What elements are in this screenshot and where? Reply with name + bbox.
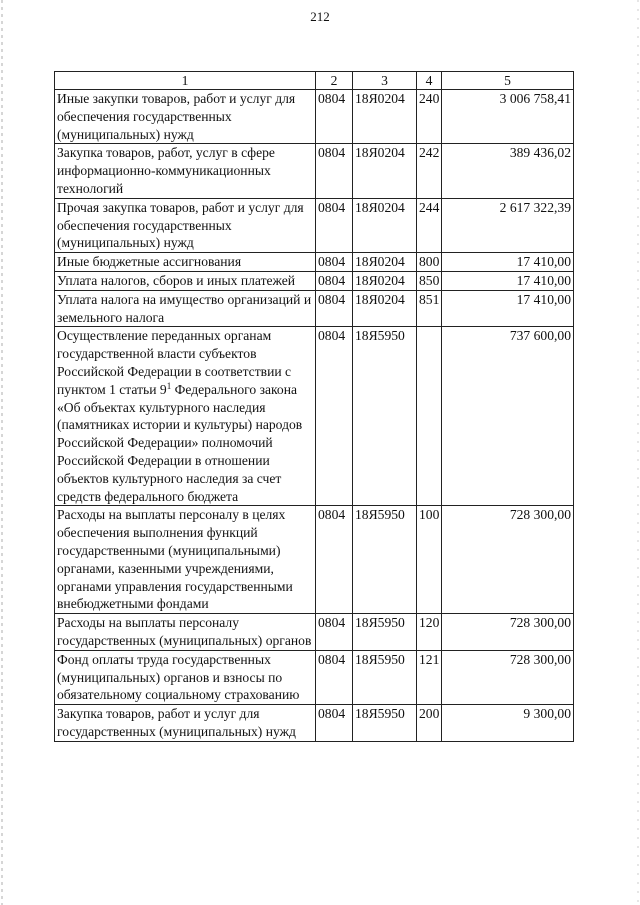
- row-section-cell: 0804: [316, 253, 353, 272]
- row-amount-cell: 728 300,00: [442, 650, 574, 704]
- table-row: [55, 144, 574, 198]
- row-section-cell: 0804: [316, 650, 353, 704]
- row-amount-cell: 17 410,00: [442, 290, 574, 327]
- row-name-cell: Фонд оплаты труда государственных (муниципальных) органов и взносы по обязательному социальному страхованию: [55, 650, 316, 704]
- table-row: [55, 705, 574, 742]
- row-article-cell: 18Я0204: [353, 271, 417, 290]
- row-amount-cell: 389 436,02: [442, 144, 574, 198]
- scan-edge-right: [637, 0, 639, 905]
- row-name-cell: Расходы на выплаты персоналу в целях обеспечения выполнения функций государственными (муниципальными) органами, казенными учреждениями, органами управления государственными внебюджетными фондами: [55, 506, 316, 614]
- row-name-cell: Уплата налога на имущество организаций и земельного налога: [55, 290, 316, 327]
- row-section-cell: 0804: [316, 144, 353, 198]
- row-name-cell: Иные закупки товаров, работ и услуг для обеспечения государственных (муниципальных) нужд: [55, 90, 316, 144]
- row-article-cell: 18Я5950: [353, 506, 417, 614]
- row-name-cell: Уплата налогов, сборов и иных платежей: [55, 271, 316, 290]
- table-row: [55, 614, 574, 651]
- row-amount-cell: 728 300,00: [442, 506, 574, 614]
- row-amount-cell: 9 300,00: [442, 705, 574, 742]
- header-cell-3: 3: [353, 72, 417, 90]
- row-article-cell: 18Я5950: [353, 614, 417, 651]
- header-cell-5: 5: [442, 72, 574, 90]
- row-type-cell: 244: [417, 198, 442, 252]
- row-amount-cell: 737 600,00: [442, 327, 574, 506]
- footnote-superscript: 1: [166, 380, 172, 391]
- row-type-cell: 800: [417, 253, 442, 272]
- row-type-cell: [417, 327, 442, 506]
- row-article-cell: 18Я0204: [353, 290, 417, 327]
- row-name-cell: Закупка товаров, работ и услуг для государственных (муниципальных) нужд: [55, 705, 316, 742]
- table-row: [55, 327, 574, 506]
- row-article-cell: 18Я0204: [353, 144, 417, 198]
- header-cell-1: 1: [55, 72, 316, 90]
- header-cell-2: 2: [316, 72, 353, 90]
- budget-table: [54, 71, 574, 742]
- row-section-cell: 0804: [316, 327, 353, 506]
- row-type-cell: 121: [417, 650, 442, 704]
- table-header-row: [55, 72, 574, 90]
- row-section-cell: 0804: [316, 614, 353, 651]
- row-type-cell: 240: [417, 90, 442, 144]
- table-row: [55, 650, 574, 704]
- row-type-cell: 851: [417, 290, 442, 327]
- row-name-text: Осуществление переданных органам государственной власти субъектов Российской Федерации в соответствии с пунктом 1 статьи 9: [57, 328, 292, 397]
- row-article-cell: 18Я5950: [353, 327, 417, 506]
- row-name-text-cont: Федерального закона «Об объектах культурного наследия (памятниках истории и культуры) народов Российской Федерации» полномочий Российской Федерации в отношении объектов культурного наследия за счет средств федерального бюджета: [57, 381, 303, 504]
- row-type-cell: 242: [417, 144, 442, 198]
- row-section-cell: 0804: [316, 198, 353, 252]
- table-row: [55, 271, 574, 290]
- row-article-cell: 18Я0204: [353, 198, 417, 252]
- row-section-cell: 0804: [316, 506, 353, 614]
- header-cell-4: 4: [417, 72, 442, 90]
- row-name-cell: Расходы на выплаты персоналу государственных (муниципальных) органов: [55, 614, 316, 651]
- row-section-cell: 0804: [316, 90, 353, 144]
- row-section-cell: 0804: [316, 290, 353, 327]
- scan-edge-left: [1, 0, 3, 905]
- row-type-cell: 120: [417, 614, 442, 651]
- row-name-cell: Закупка товаров, работ, услуг в сфере информационно-коммуникационных технологий: [55, 144, 316, 198]
- row-section-cell: 0804: [316, 705, 353, 742]
- row-amount-cell: 17 410,00: [442, 253, 574, 272]
- row-section-cell: 0804: [316, 271, 353, 290]
- row-article-cell: 18Я5950: [353, 650, 417, 704]
- table-row: [55, 290, 574, 327]
- table-row: [55, 253, 574, 272]
- row-name-cell: [55, 327, 316, 506]
- row-article-cell: 18Я0204: [353, 90, 417, 144]
- row-amount-cell: 2 617 322,39: [442, 198, 574, 252]
- table-row: [55, 506, 574, 614]
- row-type-cell: 100: [417, 506, 442, 614]
- row-article-cell: 18Я5950: [353, 705, 417, 742]
- row-amount-cell: 17 410,00: [442, 271, 574, 290]
- row-amount-cell: 728 300,00: [442, 614, 574, 651]
- table-row: [55, 90, 574, 144]
- row-type-cell: 850: [417, 271, 442, 290]
- row-type-cell: 200: [417, 705, 442, 742]
- row-name-cell: Прочая закупка товаров, работ и услуг для обеспечения государственных (муниципальных) нужд: [55, 198, 316, 252]
- row-amount-cell: 3 006 758,41: [442, 90, 574, 144]
- page-number: 212: [310, 9, 330, 24]
- row-article-cell: 18Я0204: [353, 253, 417, 272]
- table-row: [55, 198, 574, 252]
- row-name-cell: Иные бюджетные ассигнования: [55, 253, 316, 272]
